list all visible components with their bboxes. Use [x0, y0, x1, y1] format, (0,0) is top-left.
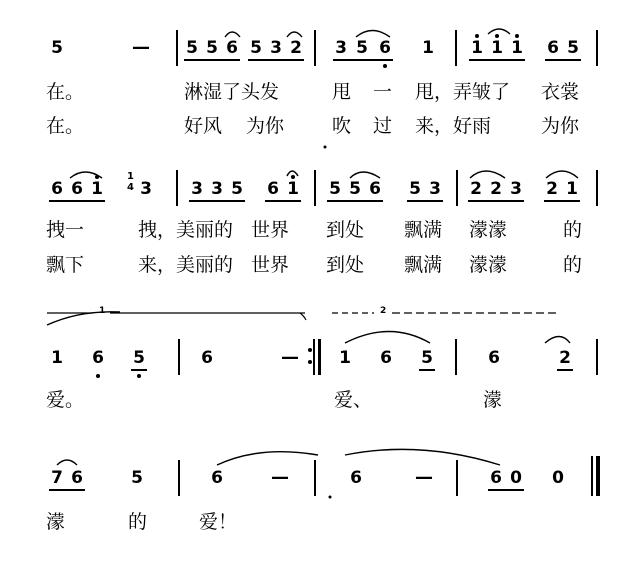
extension-dash: —: [271, 467, 289, 488]
lyric: 的: [563, 219, 583, 241]
note: 1: [287, 179, 299, 199]
lyric: 飘满: [404, 254, 443, 276]
low-octave-dot: [137, 374, 141, 378]
underline: [248, 59, 304, 61]
lyric: 淋湿了头发: [184, 81, 280, 103]
lyric: 濛濛: [469, 254, 508, 276]
slur: [287, 32, 302, 37]
lyric: 过: [373, 115, 393, 137]
note: 3: [429, 179, 441, 199]
print-dot: [324, 146, 327, 149]
note: 2: [290, 38, 302, 58]
lyric: 衣裳: [541, 81, 580, 103]
note: 5: [409, 179, 421, 199]
barline: [176, 170, 178, 206]
barline: [178, 339, 180, 375]
note: 6: [379, 38, 391, 58]
barline: [456, 460, 458, 496]
note: 5: [356, 38, 368, 58]
barline: [596, 170, 598, 206]
lyric: 到处: [326, 254, 365, 276]
underline: [469, 59, 525, 61]
note: 2: [490, 179, 502, 199]
note: 5: [51, 38, 63, 58]
note: 2: [470, 179, 482, 199]
barline: [314, 30, 316, 66]
note: 0: [510, 468, 522, 488]
lyric: 爱。: [46, 389, 85, 411]
underline: [488, 489, 524, 491]
lyric: 拽一: [46, 219, 85, 241]
underline: [545, 59, 581, 61]
repeat-dot: [308, 348, 312, 352]
slur: [57, 460, 77, 465]
note: 1: [491, 38, 503, 58]
low-octave-dot: [96, 374, 100, 378]
lyric: 吹: [332, 115, 352, 137]
lyric: 爱！: [199, 511, 238, 533]
lyric: 来，好雨: [415, 115, 492, 137]
underline: [49, 200, 105, 202]
lyric: 濛: [46, 511, 66, 533]
note: 1: [566, 179, 578, 199]
lyric: 世界: [251, 254, 290, 276]
barline: [313, 339, 315, 375]
note: 5: [421, 348, 433, 368]
underline: [131, 369, 147, 371]
ending-number: 2: [380, 306, 387, 316]
slur: [356, 31, 390, 38]
high-octave-dot: [95, 175, 99, 179]
note: 5: [250, 38, 262, 58]
lyric: 一: [373, 81, 393, 103]
note: 1: [471, 38, 483, 58]
note: 6: [267, 179, 279, 199]
note: 5: [349, 179, 361, 199]
note: 6: [350, 468, 362, 488]
tie: [345, 449, 500, 465]
note: 6: [71, 179, 83, 199]
high-octave-dot: [291, 175, 295, 179]
lyric: 在。: [46, 115, 85, 137]
slur: [47, 312, 120, 325]
underline: [557, 369, 573, 371]
tie: [217, 452, 318, 465]
note: 3: [211, 179, 223, 199]
barline: [596, 339, 598, 375]
high-octave-dot: [495, 34, 499, 38]
barline: [455, 339, 457, 375]
lyric: 飘下: [46, 254, 85, 276]
barline: [456, 170, 458, 206]
note: 6: [380, 348, 392, 368]
extension-dash: —: [281, 347, 299, 368]
underline: [49, 489, 85, 491]
note: 3: [510, 179, 522, 199]
lyric: 濛: [483, 389, 503, 411]
note: 5: [186, 38, 198, 58]
slur: [345, 332, 430, 344]
time-signature-denominator: 4: [127, 182, 134, 193]
underline: [333, 59, 393, 61]
slur: [488, 29, 510, 34]
underline: [189, 200, 245, 202]
final-barline-thin: [591, 456, 593, 496]
barline: [314, 170, 316, 206]
underline: [407, 200, 443, 202]
note: 1: [91, 179, 103, 199]
note: 6: [51, 179, 63, 199]
slur: [545, 337, 570, 344]
ending-bracket-hook: [300, 313, 306, 320]
underline: [544, 200, 580, 202]
slur: [546, 171, 578, 178]
barline: [455, 30, 457, 66]
lyric: 濛濛: [469, 219, 508, 241]
note: 5: [133, 348, 145, 368]
ending-number: 1: [99, 306, 106, 316]
note: 2: [559, 348, 571, 368]
note: 5: [131, 468, 143, 488]
note: 5: [567, 38, 579, 58]
note: 5: [231, 179, 243, 199]
final-barline-thick: [596, 456, 600, 496]
time-signature-numerator: 1: [127, 171, 134, 182]
lyric: 甩，弄皱了: [415, 81, 511, 103]
barline: [176, 30, 178, 66]
slur: [350, 172, 380, 178]
note: 6: [369, 179, 381, 199]
underline: [419, 369, 435, 371]
note: 1: [511, 38, 523, 58]
note: 6: [92, 348, 104, 368]
note: 5: [206, 38, 218, 58]
note: 3: [191, 179, 203, 199]
note: 7: [51, 468, 63, 488]
note: 6: [201, 348, 213, 368]
print-dot: [329, 496, 332, 499]
note: 6: [211, 468, 223, 488]
lyric: 的: [128, 511, 148, 533]
high-octave-dot: [475, 34, 479, 38]
note: 1: [422, 38, 434, 58]
lyric: 为你: [246, 115, 285, 137]
low-octave-dot: [383, 64, 387, 68]
underline: [265, 200, 301, 202]
barline: [178, 460, 180, 496]
barline: [314, 460, 316, 496]
slur: [225, 32, 240, 37]
lyric: 到处: [326, 219, 365, 241]
final-barline-thick: [318, 339, 321, 375]
underline: [468, 200, 524, 202]
note: 3: [270, 38, 282, 58]
note: 2: [546, 179, 558, 199]
repeat-dot: [308, 360, 312, 364]
note: 5: [329, 179, 341, 199]
note: 6: [71, 468, 83, 488]
lyric: 拽，美丽的: [138, 219, 234, 241]
slur: [470, 171, 505, 178]
high-octave-dot: [515, 34, 519, 38]
note: 0: [552, 468, 564, 488]
note: 6: [547, 38, 559, 58]
note: 6: [490, 468, 502, 488]
barline: [596, 30, 598, 66]
lyric: 好风: [184, 115, 223, 137]
lyric: 爱、: [334, 389, 373, 411]
extension-dash: —: [415, 467, 433, 488]
note: 1: [51, 348, 63, 368]
note: 3: [335, 38, 347, 58]
lyric: 在。: [46, 81, 85, 103]
underline: [184, 59, 240, 61]
lyric: 甩: [332, 81, 352, 103]
lyric: 来，美丽的: [138, 254, 234, 276]
lyric: 飘满: [404, 219, 443, 241]
lyric: 为你: [541, 115, 580, 137]
lyric: 世界: [251, 219, 290, 241]
underline: [327, 200, 383, 202]
note: 6: [488, 348, 500, 368]
note: 6: [226, 38, 238, 58]
extension-dash: —: [132, 37, 150, 58]
note: 3: [140, 179, 152, 199]
lyric: 的: [563, 254, 583, 276]
note: 1: [339, 348, 351, 368]
